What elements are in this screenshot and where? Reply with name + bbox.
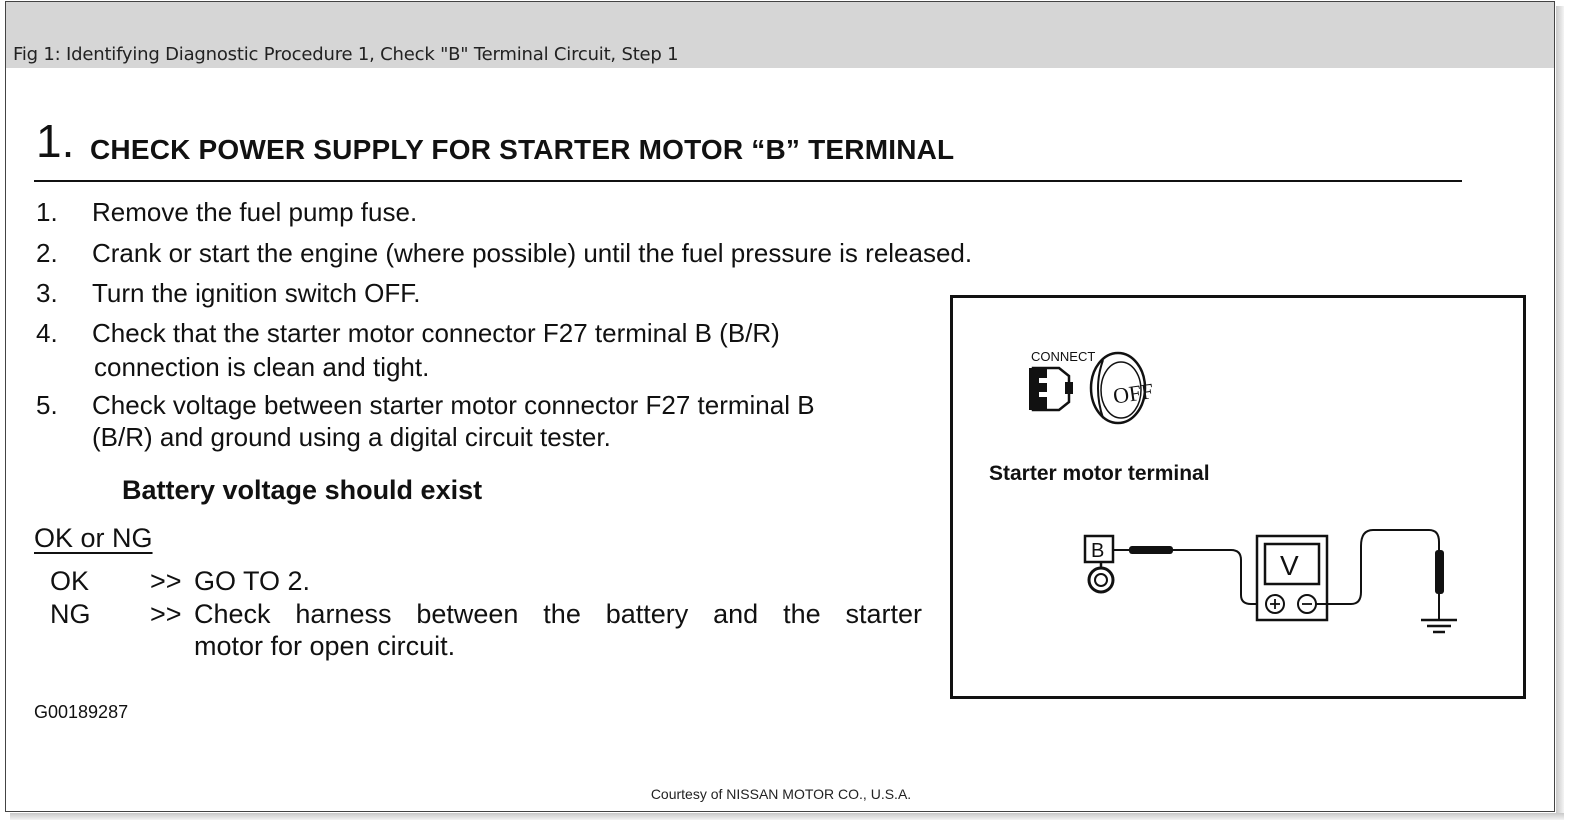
caption-bar [6,2,1554,68]
result-heading: OK or NG [34,523,153,553]
step-title: CHECK POWER SUPPLY FOR STARTER MOTOR “B” TERMINAL [90,134,955,165]
instruction-number: 5. [36,390,58,420]
title-rule [34,180,1462,182]
b-terminal [1085,536,1113,592]
specification: Battery voltage should exist [122,475,483,505]
instruction-number: 1. [36,197,58,227]
figure-id: G00189287 [34,702,129,722]
ignition-key-icon [1091,353,1155,423]
result-action: Check harness between the battery and the starter [194,599,922,629]
page-shadow-right [1556,6,1564,818]
instruction-number: 3. [36,278,58,308]
instruction-number: 2. [36,238,58,268]
diagram-title: Starter motor terminal [989,462,1210,485]
page-shadow-bottom [10,813,1564,820]
instruction-text: Turn the ignition switch OFF. [92,278,421,308]
courtesy-credit: Courtesy of NISSAN MOTOR CO., U.S.A. [650,786,912,802]
connect-label: CONNECT [1031,349,1096,364]
instruction-text: Check voltage between starter motor connector F27 terminal B [92,390,815,420]
instruction-text: Check that the starter motor connector F27 terminal B (B/R) [92,318,780,348]
terminal-label: B [1091,540,1105,562]
negative-lead [1316,530,1444,620]
result-action-continued: motor for open circuit. [194,631,456,661]
step-number: 1. [36,115,75,167]
result-code-ng: NG [50,599,91,629]
voltmeter [1257,536,1327,620]
positive-lead [1113,546,1275,604]
instruction-text: Crank or start the engine (where possible) until the fuel pressure is released. [92,238,973,268]
result-arrow: >> [150,599,182,629]
test-diagram [950,295,1526,699]
circuit-diagram [953,298,1523,696]
connector-icon [1029,368,1073,410]
figure-caption: Fig 1: Identifying Diagnostic Procedure 1, Check "B" Terminal Circuit, Step 1 [13,44,679,65]
result-action: GO TO 2. [194,566,311,596]
result-arrow: >> [150,566,182,596]
instruction-number: 4. [36,318,58,348]
meter-label: V [1280,550,1299,581]
instruction-text-continued: connection is clean and tight. [94,352,430,382]
ground-symbol [1421,620,1457,632]
instruction-text-continued: (B/R) and ground using a digital circuit tester. [92,422,611,452]
figure-frame [5,1,1555,812]
result-code-ok: OK [50,566,90,596]
switch-label: OFF [1111,378,1155,409]
instruction-text: Remove the fuel pump fuse. [92,197,418,227]
